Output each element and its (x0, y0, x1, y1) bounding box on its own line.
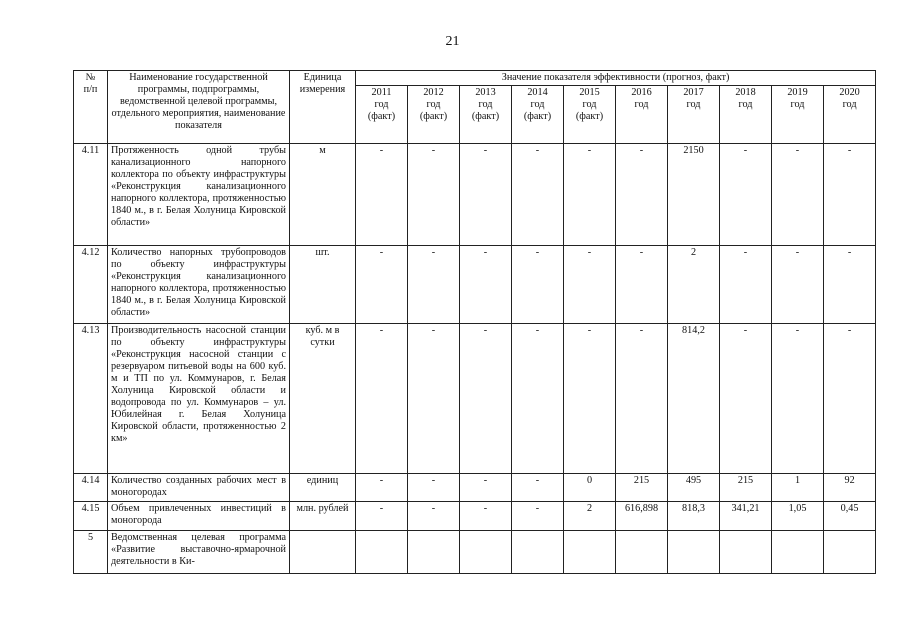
row-value-2015 (564, 531, 616, 574)
row-indicator-name: Производительность насосной станции по объекту инфраструктуры «Реконструкция насосной станции с резервуаром питьевой воды на 600 куб. м и ТП по ул. Коммунаров, г. Белая Холуница Кировской области и водопровода по ул. Коммунаров – ул. Юбилейная г. Белая Холуница Кировской области, протяженностью 2 км» (108, 324, 290, 474)
indicator-table (73, 70, 876, 574)
row-value-2020: - (824, 144, 876, 246)
row-value-2012: - (408, 474, 460, 502)
header-year-year: 2012 (423, 87, 444, 98)
row-value-2016: - (616, 246, 668, 324)
row-unit: куб. м в сутки (290, 324, 356, 474)
row-value-2020: - (824, 246, 876, 324)
header-year-word: год (634, 99, 649, 110)
header-values: Значение показателя эффективности (прогноз, факт) (356, 71, 876, 86)
row-value-2015: - (564, 324, 616, 474)
table-row (74, 531, 876, 574)
row-value-2014: - (512, 324, 564, 474)
row-value-2016: - (616, 324, 668, 474)
row-number: 4.15 (74, 502, 108, 531)
row-indicator-name: Количество созданных рабочих мест в моногородах (108, 474, 290, 502)
header-year-note: (факт) (471, 111, 500, 122)
row-value-2013: - (460, 144, 512, 246)
row-value-2015: 0 (564, 474, 616, 502)
header-year-2016 (616, 86, 668, 144)
row-value-2017: 495 (668, 474, 720, 502)
header-year-2013 (460, 86, 512, 144)
header-year-word: год (530, 99, 545, 110)
row-value-2020: 92 (824, 474, 876, 502)
table-row (74, 502, 876, 531)
row-value-2017: 2 (668, 246, 720, 324)
header-year-year: 2016 (631, 87, 652, 98)
row-value-2011: - (356, 502, 408, 531)
row-value-2012: - (408, 324, 460, 474)
header-year-2012 (408, 86, 460, 144)
row-unit (290, 531, 356, 574)
header-year-year: 2014 (527, 87, 548, 98)
row-value-2019: - (772, 144, 824, 246)
header-year-word: год (374, 99, 389, 110)
row-value-2018: - (720, 144, 772, 246)
row-unit: шт. (290, 246, 356, 324)
header-year-year: 2019 (787, 87, 808, 98)
row-value-2019: 1,05 (772, 502, 824, 531)
table-row (74, 246, 876, 324)
row-value-2012 (408, 531, 460, 574)
row-value-2020: - (824, 324, 876, 474)
header-year-note: (факт) (419, 111, 448, 122)
row-value-2017: 814,2 (668, 324, 720, 474)
row-value-2011: - (356, 324, 408, 474)
header-year-word: год (478, 99, 493, 110)
row-value-2019 (772, 531, 824, 574)
row-value-2014: - (512, 246, 564, 324)
row-unit: единиц (290, 474, 356, 502)
row-value-2013: - (460, 474, 512, 502)
header-year-word: год (738, 99, 753, 110)
row-indicator-name: Объем привлеченных инвестиций в моногорода (108, 502, 290, 531)
row-value-2018: 215 (720, 474, 772, 502)
header-year-year: 2015 (579, 87, 600, 98)
row-value-2017: 818,3 (668, 502, 720, 531)
header-year-2018 (720, 86, 772, 144)
header-year-year: 2018 (735, 87, 756, 98)
row-value-2018: - (720, 324, 772, 474)
row-value-2017: 2150 (668, 144, 720, 246)
header-year-word: год (582, 99, 597, 110)
row-value-2012: - (408, 144, 460, 246)
header-year-word: год (790, 99, 805, 110)
row-value-2020 (824, 531, 876, 574)
table-row (74, 474, 876, 502)
row-value-2014: - (512, 144, 564, 246)
row-value-2013 (460, 531, 512, 574)
header-year-2017 (668, 86, 720, 144)
row-value-2015: - (564, 144, 616, 246)
row-value-2019: - (772, 246, 824, 324)
page-number: 21 (445, 34, 460, 49)
row-value-2018: - (720, 246, 772, 324)
header-year-note: (факт) (575, 111, 604, 122)
row-value-2014 (512, 531, 564, 574)
header-year-note: (факт) (523, 111, 552, 122)
row-number: 4.12 (74, 246, 108, 324)
row-value-2014: - (512, 474, 564, 502)
row-value-2016: - (616, 144, 668, 246)
table-row (74, 144, 876, 246)
row-number: 4.11 (74, 144, 108, 246)
header-year-word: год (426, 99, 441, 110)
header-year-word: год (686, 99, 701, 110)
header-num: № п/п (74, 71, 108, 144)
header-year-2020 (824, 86, 876, 144)
row-value-2013: - (460, 502, 512, 531)
row-value-2018: 341,21 (720, 502, 772, 531)
row-value-2011 (356, 531, 408, 574)
row-value-2019: - (772, 324, 824, 474)
header-year-word: год (842, 99, 857, 110)
header-year-year: 2017 (683, 87, 704, 98)
header-unit: Единица измерения (290, 71, 356, 144)
row-unit: м (290, 144, 356, 246)
row-value-2019: 1 (772, 474, 824, 502)
row-value-2011: - (356, 246, 408, 324)
header-year-note: (факт) (367, 111, 396, 122)
row-value-2012: - (408, 502, 460, 531)
table-row (74, 324, 876, 474)
row-value-2016 (616, 531, 668, 574)
row-value-2016: 215 (616, 474, 668, 502)
row-value-2017 (668, 531, 720, 574)
row-value-2013: - (460, 324, 512, 474)
row-indicator-name: Ведомственная целевая программа «Развитие выставочно-ярмарочной деятельности в Ки- (108, 531, 290, 574)
row-value-2015: - (564, 246, 616, 324)
header-year-2014 (512, 86, 564, 144)
row-number: 4.13 (74, 324, 108, 474)
header-year-year: 2011 (371, 87, 392, 98)
header-name: Наименование государственной программы, подпрограммы, ведомственной целевой программы, отдельного мероприятия, наименование показателя (108, 71, 290, 144)
row-value-2011: - (356, 144, 408, 246)
row-value-2020: 0,45 (824, 502, 876, 531)
row-indicator-name: Протяженность одной трубы канализационного напорного коллектора по объекту инфраструктуры «Реконструкция канализационного напорного коллектора, протяженностью 1840 м., в г. Белая Холуница Кировской области» (108, 144, 290, 246)
header-year-2011 (356, 86, 408, 144)
row-value-2016: 616,898 (616, 502, 668, 531)
row-number: 4.14 (74, 474, 108, 502)
row-value-2018 (720, 531, 772, 574)
row-indicator-name: Количество напорных трубопроводов по объекту инфраструктуры «Реконструкция канализационного напорного коллектора, протяженностью 1840 м., в г. Белая Холуница Кировской области» (108, 246, 290, 324)
row-value-2011: - (356, 474, 408, 502)
header-year-year: 2020 (839, 87, 860, 98)
header-year-2015 (564, 86, 616, 144)
header-year-year: 2013 (475, 87, 496, 98)
row-unit: млн. рублей (290, 502, 356, 531)
row-number: 5 (74, 531, 108, 574)
row-value-2015: 2 (564, 502, 616, 531)
row-value-2013: - (460, 246, 512, 324)
row-value-2014: - (512, 502, 564, 531)
header-year-2019 (772, 86, 824, 144)
row-value-2012: - (408, 246, 460, 324)
